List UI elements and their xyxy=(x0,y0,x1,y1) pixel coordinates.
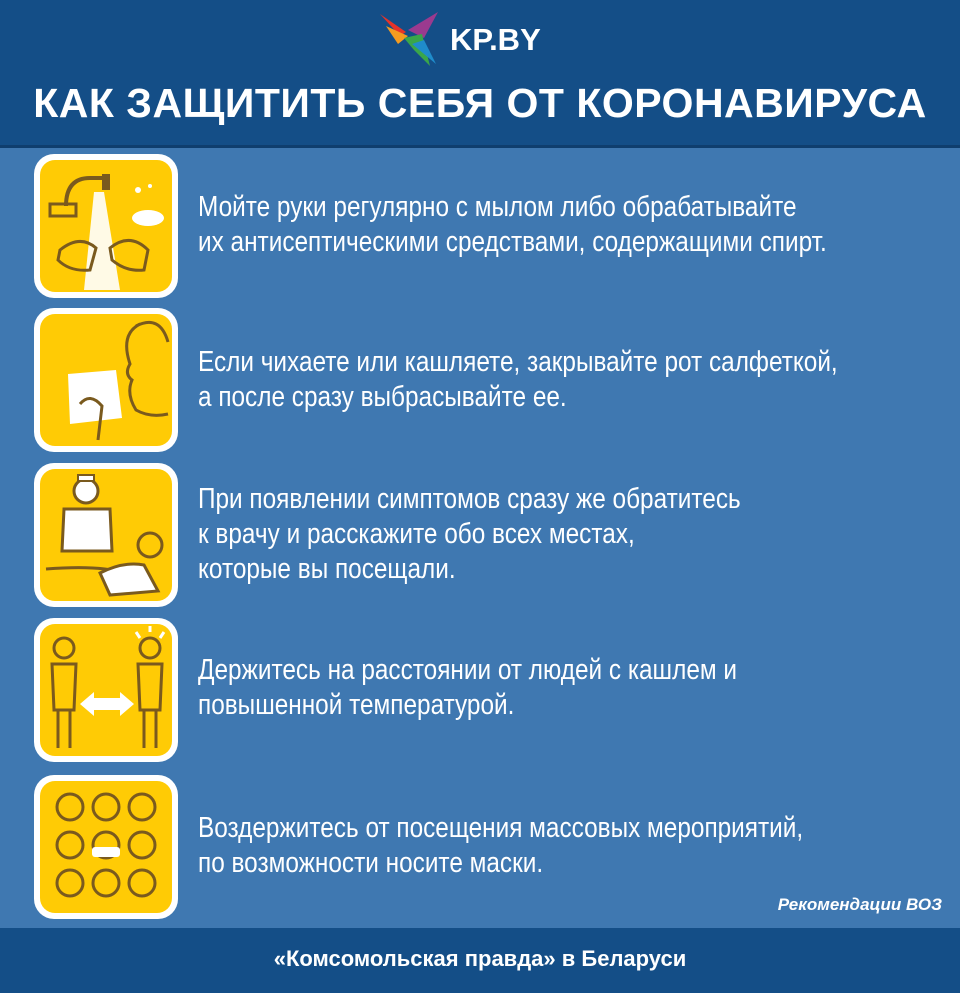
swallow-icon xyxy=(378,8,448,70)
sneeze-tissue-icon xyxy=(40,314,172,446)
recommendation-text-1 xyxy=(198,190,827,260)
sneeze-tissue-tile xyxy=(34,308,178,452)
crowd-mask-icon xyxy=(40,781,172,913)
hand-washing-tile xyxy=(34,154,178,298)
recommendation-line: повышенной температурой. xyxy=(198,689,515,721)
recommendation-line: их антисептическими средствами, содержащими спирт. xyxy=(198,226,827,258)
recommendation-line: Держитесь на расстоянии от людей с кашлем и xyxy=(198,654,737,686)
recommendation-text-3 xyxy=(198,482,741,587)
social-distance-icon xyxy=(40,624,172,756)
logo-text: KP.BY xyxy=(450,22,541,57)
hand-washing-icon xyxy=(40,160,172,292)
recommendation-line: При появлении симптомов сразу же обратитесь xyxy=(198,483,741,515)
doctor-visit-icon xyxy=(40,469,172,601)
recommendation-line: которые вы посещали. xyxy=(198,553,456,585)
social-distance-tile xyxy=(34,618,178,762)
header-divider xyxy=(0,145,960,148)
recommendation-line: а после сразу выбрасывайте ее. xyxy=(198,381,567,413)
footer-text: «Комсомольская правда» в Беларуси xyxy=(273,946,687,971)
recommendation-line: Мойте руки регулярно с мылом либо обрабатывайте xyxy=(198,191,797,223)
crowd-mask-tile xyxy=(34,775,178,919)
recommendation-line: Если чихаете или кашляете, закрывайте рот салфеткой, xyxy=(198,346,838,378)
recommendation-line: Воздержитесь от посещения массовых мероприятий, xyxy=(198,812,804,844)
recommendation-text-2 xyxy=(198,345,838,415)
page-title: КАК ЗАЩИТИТЬ СЕБЯ ОТ КОРОНАВИРУСА xyxy=(33,80,927,126)
recommendation-line: к врачу и расскажите обо всех местах, xyxy=(198,518,635,550)
recommendation-text-4 xyxy=(198,653,737,723)
recommendation-text-5 xyxy=(198,811,803,881)
recommendation-line: по возможности носите маски. xyxy=(198,847,544,879)
doctor-visit-tile xyxy=(34,463,178,607)
source-note: Рекомендации ВОЗ xyxy=(777,895,942,914)
